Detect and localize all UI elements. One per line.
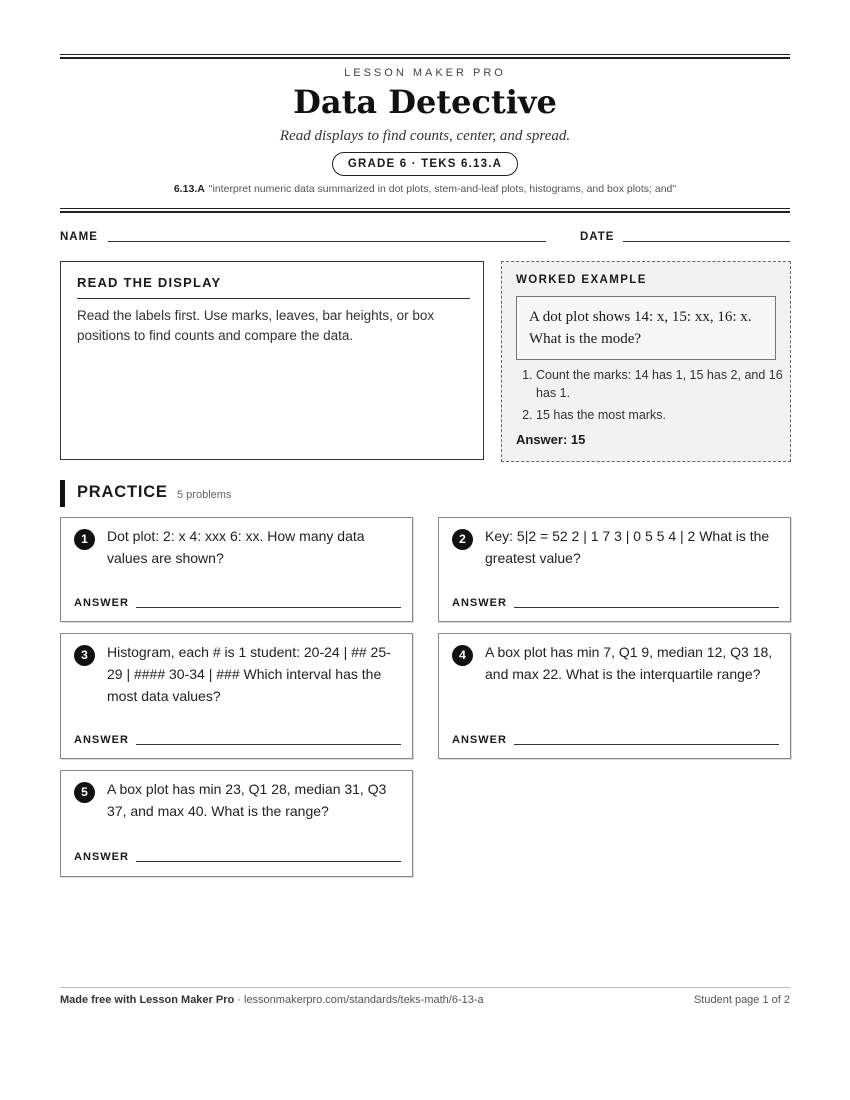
worksheet-title: Data Detective [293,83,557,121]
grade-badge: GRADE 6 · TEKS 6.13.A [332,152,518,176]
footer-credit [60,994,484,1006]
standard-line [60,183,790,195]
practice-count: 5 problems [177,489,232,501]
brand-name: LESSON MAKER PRO [344,67,506,79]
answer-field[interactable] [514,607,779,608]
problem-number: 2 [452,529,473,550]
answer-label: ANSWER [74,734,129,746]
worked-example-step: 2. 15 has the most marks. [536,406,786,424]
answer-field[interactable] [136,744,401,745]
answer-label: ANSWER [74,851,129,863]
problem-text: A box plot has min 7, Q1 9, median 12, Q3 18, and max 22. What is the interquartile range? [485,644,773,682]
header-bottom-rule [60,208,790,213]
problem-card-5 [60,770,413,877]
worked-example-answer: Answer: 15 [516,432,586,447]
practice-accent-bar [60,480,65,507]
problem-card-4 [438,633,791,759]
footer-made-with: Made free with Lesson Maker Pro [60,994,235,1006]
date-field[interactable] [623,241,790,242]
footer-page-number: Student page 1 of 2 [693,994,790,1006]
worked-example-steps [522,366,786,428]
problem-number: 1 [74,529,95,550]
worked-example-problem: A dot plot shows 14: x, 15: xx, 16: x. What is the mode? [516,296,776,360]
practice-title: PRACTICE [77,483,168,501]
date-label: DATE [580,231,615,243]
worked-example-box [501,261,791,462]
standard-code: 6.13.A [173,183,205,195]
worked-example-step: 1. Count the marks: 14 has 1, 15 has 2, and 16 has 1. [536,366,786,402]
problem-text: A box plot has min 23, Q1 28, median 31, Q3 37, and max 40. What is the range? [107,781,387,819]
problem-text: Histogram, each # is 1 student: 20-24 | ## 25-29 | #### 30-34 | ### Which interval has the most data values? [107,644,391,704]
answer-label: ANSWER [452,734,507,746]
read-the-display-box [60,261,484,460]
problem-card-2 [438,517,791,622]
answer-label: ANSWER [74,597,129,609]
problem-text: Dot plot: 2: x 4: xxx 6: xx. How many data values are shown? [107,528,365,566]
problem-card-3 [60,633,413,759]
read-the-display-body: Read the labels first. Use marks, leaves, bar heights, or box positions to find counts and compare the data. [77,308,435,343]
problem-number: 4 [452,645,473,666]
answer-field[interactable] [514,744,779,745]
footer-rule [60,987,790,988]
name-label: NAME [60,231,98,243]
standard-text: "interpret numeric data summarized in dot plots, stem-and-leaf plots, histograms, and box plots; and" [208,183,677,195]
header-top-rule [60,54,790,59]
worked-example-title: WORKED EXAMPLE [516,274,647,286]
answer-label: ANSWER [452,597,507,609]
problem-text: Key: 5|2 = 52 2 | 1 7 3 | 0 5 5 4 | 2 What is the greatest value? [485,528,770,566]
problem-card-1 [60,517,413,622]
answer-field[interactable] [136,861,401,862]
footer-url: · lessonmakerpro.com/standards/teks-math/6-13-a [234,994,484,1006]
name-field[interactable] [108,241,546,242]
worksheet-subtitle: Read displays to find counts, center, and spread. [279,128,571,144]
problem-number: 3 [74,645,95,666]
read-the-display-title: READ THE DISPLAY [77,275,470,299]
answer-field[interactable] [136,607,401,608]
problem-number: 5 [74,782,95,803]
